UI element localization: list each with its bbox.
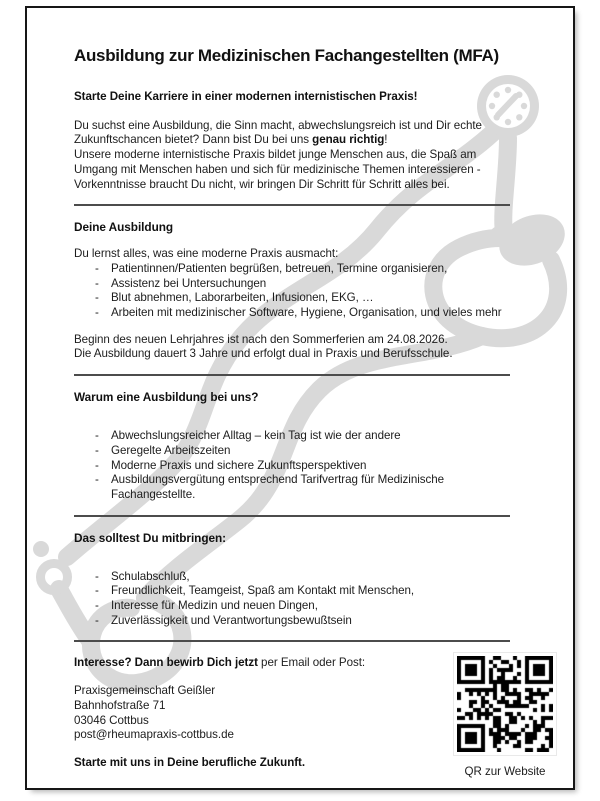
highlight-bold: genau richtig (312, 133, 385, 147)
intro-headline: Starte Deine Karriere in einer modernen internistischen Praxis! (74, 90, 418, 103)
list-item: - Ausbildungsvergütung entsprechend Tarifvertrag für Medizinische (95, 473, 445, 487)
intro-paragraph (74, 119, 558, 193)
page-title: Ausbildung zur Medizinischen Fachangestellten (MFA) (74, 46, 499, 65)
training-list (74, 262, 558, 321)
training-lead: Du lernst alles, was eine moderne Praxis ausmacht: (74, 247, 339, 261)
list-item: - Abwechslungsreicher Alltag – kein Tag ist wie der andere (95, 429, 401, 443)
list-item: - Interesse für Medizin und neuen Dingen, (95, 599, 318, 613)
list-item: - Blut abnehmen, Laborarbeiten, Infusionen, EKG, … (95, 291, 374, 305)
intro-line: Umgang mit Menschen haben und sich für medizinische Themen interessieren - (74, 162, 481, 176)
start-date-line: Beginn des neuen Lehrjahres ist nach den Sommerferien am 24.08.2026. (74, 332, 448, 346)
section-divider (74, 640, 510, 642)
intro-line: Vorkenntnisse braucht Du nicht, wir bringen Dir Schritt für Schritt alles bei. (74, 177, 450, 191)
contact-block (74, 656, 365, 770)
list-item: - Zuverlässigkeit und Verantwortungsbewußtsein (95, 613, 352, 627)
email-address: post@rheumapraxis-cottbus.de (74, 728, 234, 742)
section-heading-training: Deine Ausbildung (74, 220, 174, 235)
section-divider (74, 515, 510, 517)
practice-name: Praxisgemeinschaft Geißler (74, 684, 216, 698)
flyer-page (25, 6, 575, 790)
dash-marker: - (95, 429, 99, 443)
qr-code (453, 652, 557, 756)
qr-caption: QR zur Website (464, 765, 546, 779)
qr-block (452, 652, 558, 780)
dash-marker: - (95, 584, 99, 598)
why-list (74, 429, 558, 503)
section-divider (74, 204, 510, 206)
duration-line: Die Ausbildung dauert 3 Jahre und erfolgt dual in Praxis und Berufsschule. (74, 347, 453, 361)
list-item: - Schulabschluß, (95, 569, 190, 583)
intro-line: Unsere moderne internistische Praxis bildet junge Menschen aus, die Spaß am (74, 148, 477, 162)
postal-address (74, 684, 365, 743)
intro-line: Zukunftschancen bietet? Dann bist Du bei uns genau richtig! (74, 133, 388, 147)
list-item: - Arbeiten mit medizinischer Software, Hygiene, Organisation, und vieles mehr (95, 306, 502, 320)
call-to-action: Interesse? Dann bewirb Dich jetzt per Email oder Post: (74, 656, 366, 670)
intro-line: Du suchst eine Ausbildung, die Sinn macht, abwechslungsreich ist und Dir echte (74, 118, 482, 132)
street-address: Bahnhofstraße 71 (74, 698, 166, 712)
list-item: - Moderne Praxis und sichere Zukunftsperspektiven (95, 458, 367, 472)
list-item: - Patientinnen/Patienten begrüßen, betreuen, Termine organisieren, (95, 261, 448, 275)
dash-marker: - (95, 306, 99, 320)
closing-line: Starte mit uns in Deine berufliche Zukunft. (74, 755, 306, 769)
list-item-continuation: Fachangestellte. (111, 487, 196, 501)
contact-footer (74, 656, 558, 780)
list-item: - Geregelte Arbeitszeiten (95, 443, 231, 457)
dash-marker: - (95, 569, 99, 583)
city-address: 03046 Cottbus (74, 713, 149, 727)
requirements-list (74, 570, 558, 629)
dash-marker: - (95, 443, 99, 457)
section-divider (74, 374, 510, 376)
dash-marker: - (95, 613, 99, 627)
dash-marker: - (95, 261, 99, 275)
dash-marker: - (95, 458, 99, 472)
dash-marker: - (95, 291, 99, 305)
section-heading-requirements: Das solltest Du mitbringen: (74, 530, 227, 545)
dash-marker: - (95, 599, 99, 613)
list-item: - Assistenz bei Untersuchungen (95, 276, 267, 290)
section-heading-why: Warum eine Ausbildung bei uns? (74, 390, 259, 405)
dash-marker: - (95, 473, 99, 487)
dash-marker: - (95, 276, 99, 290)
list-item: - Freundlichkeit, Teamgeist, Spaß am Kontakt mit Menschen, (95, 584, 415, 598)
